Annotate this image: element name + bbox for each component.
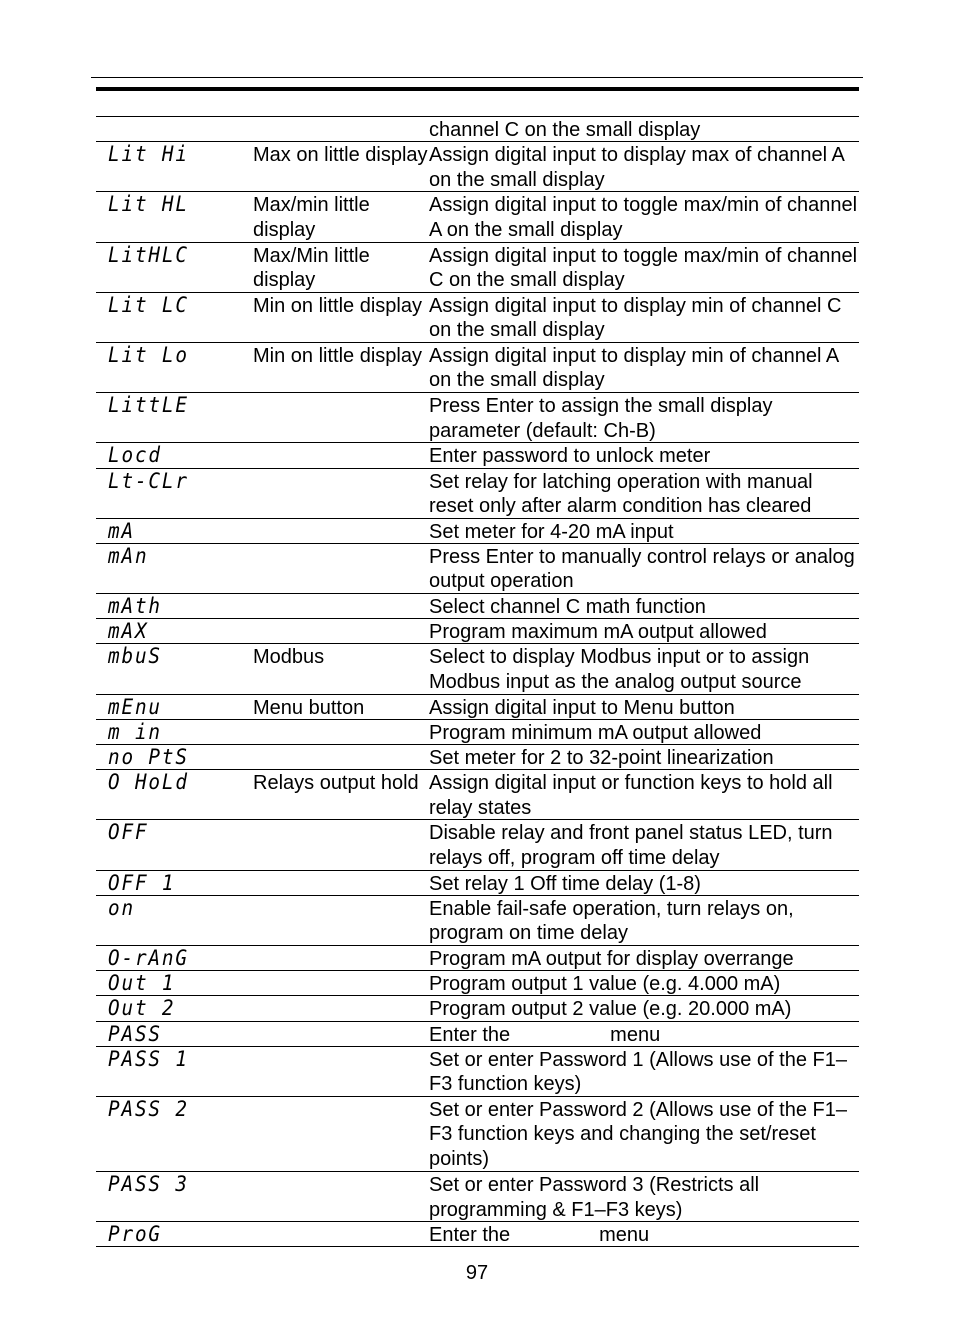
parameter-description	[253, 393, 429, 442]
table-row	[96, 695, 859, 720]
table-row	[96, 343, 859, 393]
action-description: Set or enter Password 2 (Allows use of the F1–F3 function keys and changing the set/reset points)	[429, 1098, 847, 1170]
display-code-cell	[96, 946, 253, 970]
action-description: Enter the menu	[429, 1224, 650, 1247]
table-row	[96, 393, 859, 443]
table-row	[96, 192, 862, 242]
action-description: Set or enter Password 3 (Restricts all programming & F1–F3 keys)	[429, 1174, 765, 1221]
display-code: Lit Lo	[108, 342, 189, 367]
page-number: 97	[465, 1262, 489, 1284]
display-code: Lit LC	[108, 292, 189, 317]
table-row	[96, 443, 859, 468]
display-code: Lit Hi	[108, 142, 189, 167]
action-description: Select channel C math function	[429, 596, 706, 619]
parameter-description	[253, 1047, 429, 1096]
display-code-cell	[96, 896, 253, 945]
display-code: LittLE	[108, 393, 189, 418]
table-row	[96, 720, 859, 745]
action-description: Set relay 1 Off time delay (1-8)	[429, 872, 701, 895]
parameter-description: Menu button	[253, 696, 365, 719]
display-code-cell	[96, 117, 253, 141]
parameter-description	[253, 1022, 429, 1046]
display-code: PASS 2	[108, 1096, 189, 1121]
parameter-description	[253, 594, 429, 618]
parameter-description: Min on little display	[253, 344, 422, 367]
parameter-description	[253, 519, 429, 543]
parameter-description	[253, 469, 429, 518]
parameter-description: Min on little display	[253, 294, 422, 317]
action-description: Select to display Modbus input or to assign Modbus input as the analog output source	[429, 646, 815, 693]
display-code: no PtS	[108, 745, 189, 769]
parameter-description	[253, 117, 429, 141]
table-row	[96, 544, 859, 594]
display-code-cell	[96, 443, 253, 467]
display-code-cell	[96, 820, 253, 869]
parameter-description	[253, 946, 429, 970]
action-description: Press Enter to manually control relays or analog output operation	[429, 545, 861, 593]
action-description: Assign digital input to toggle max/min of channel C on the small display	[429, 244, 863, 292]
parameter-description: Max/Min little display	[253, 244, 370, 292]
parameter-table	[96, 116, 863, 1247]
parameter-description	[253, 443, 429, 467]
display-code: mAX	[108, 619, 149, 644]
table-row	[96, 619, 859, 644]
table-row	[96, 996, 859, 1021]
display-code-cell	[96, 393, 253, 442]
action-description: Program mA output for display overrange	[429, 947, 794, 970]
display-code-cell	[96, 971, 253, 995]
action-description: Assign digital input to display min of channel A on the small display	[429, 344, 844, 392]
parameter-description	[253, 745, 429, 769]
display-code-cell	[96, 1097, 253, 1171]
action-description: Assign digital input to display min of channel C on the small display	[429, 294, 848, 342]
display-code: Out 1	[108, 971, 176, 996]
display-code-cell	[96, 1022, 253, 1046]
display-code-cell	[96, 871, 253, 895]
display-code: mbuS	[108, 644, 162, 669]
header-rule-thin	[91, 77, 863, 78]
table-row	[96, 820, 859, 870]
table-row	[96, 142, 859, 192]
table-row	[96, 770, 859, 820]
display-code-cell	[96, 770, 253, 819]
display-code-cell	[96, 1047, 253, 1096]
display-code: Out 2	[108, 996, 176, 1021]
action-description: Assign digital input or function keys to hold all relay states	[429, 772, 839, 819]
parameter-description: Relays output hold	[253, 772, 419, 795]
action-description: Press Enter to assign the small display parameter (default: Ch-B)	[429, 395, 779, 442]
action-description: Set meter for 2 to 32-point linearization	[429, 747, 774, 769]
display-code: Lit HL	[108, 192, 189, 217]
action-description: channel C on the small display	[429, 119, 701, 141]
action-description: Enter password to unlock meter	[429, 445, 711, 468]
table-row	[96, 1097, 859, 1172]
action-description: Set relay for latching operation with manual reset only after alarm condition has cleared	[429, 470, 819, 517]
display-code: mAth	[108, 594, 162, 619]
action-description: Set or enter Password 1 (Allows use of the F1–F3 function keys)	[429, 1048, 847, 1096]
display-code-cell	[96, 745, 253, 769]
display-code-cell	[96, 594, 253, 618]
display-code: O-rAnG	[108, 945, 189, 970]
action-description: Assign digital input to display max of channel A on the small display	[429, 144, 850, 191]
parameter-description	[253, 1172, 429, 1221]
parameter-description	[253, 1222, 429, 1246]
display-code: on	[108, 895, 135, 920]
display-code: O HoLd	[108, 770, 189, 795]
action-description: Enter the menu	[429, 1023, 661, 1046]
table-row	[96, 946, 859, 971]
display-code-cell	[96, 192, 253, 241]
action-description: Disable relay and front panel status LED, turn relays off, program off time delay	[429, 822, 839, 869]
display-code-cell	[96, 519, 253, 543]
display-code: PASS 3	[108, 1172, 189, 1197]
display-code: Lt-CLr	[108, 468, 189, 493]
parameter-description: Modbus	[253, 646, 325, 669]
display-code-cell	[96, 243, 253, 292]
parameter-description	[253, 971, 429, 995]
display-code-cell	[96, 996, 253, 1020]
action-description: Set meter for 4-20 mA input	[429, 520, 674, 543]
action-description: Program maximum mA output allowed	[429, 621, 767, 644]
display-code-cell	[96, 343, 253, 392]
action-description: Assign digital input to toggle max/min of channel A on the small display	[429, 194, 862, 241]
display-code: LitHLC	[108, 242, 189, 267]
parameter-description	[253, 871, 429, 895]
parameter-description: Max on little display	[253, 144, 428, 167]
parameter-description	[253, 820, 429, 869]
display-code: mEnu	[108, 694, 162, 719]
table-row	[96, 1022, 859, 1047]
table-row	[96, 1047, 859, 1097]
action-description: Program minimum mA output allowed	[429, 721, 762, 744]
table-row	[96, 242, 863, 293]
display-code-cell	[96, 720, 253, 744]
table-row	[96, 871, 859, 896]
parameter-description	[253, 1097, 429, 1171]
display-code: ProG	[108, 1222, 162, 1247]
action-description: Assign digital input to Menu button	[429, 696, 735, 719]
display-code: OFF	[108, 820, 149, 845]
parameter-description	[253, 619, 429, 643]
table-row	[96, 644, 859, 694]
display-code: PASS 1	[108, 1046, 189, 1071]
display-code-cell	[96, 619, 253, 643]
display-code: OFF 1	[108, 870, 176, 895]
display-code: Locd	[108, 443, 162, 468]
display-code-cell	[96, 1172, 253, 1221]
action-description: Program output 1 value (e.g. 4.000 mA)	[429, 973, 781, 996]
display-code-cell	[96, 293, 253, 342]
display-code-cell	[96, 142, 253, 191]
table-row	[96, 293, 859, 343]
action-description: Program output 2 value (e.g. 20.000 mA)	[429, 998, 792, 1021]
table-row	[96, 1172, 859, 1222]
display-code-cell	[96, 544, 253, 593]
display-code: mA	[108, 518, 135, 543]
display-code-cell	[96, 469, 253, 518]
table-row	[96, 117, 859, 142]
parameter-description	[253, 896, 429, 945]
parameter-description	[253, 720, 429, 744]
header-rule-thick	[96, 87, 859, 91]
table-row	[96, 469, 859, 519]
display-code-cell	[96, 1222, 253, 1246]
parameter-description: Max/min little display	[253, 194, 370, 241]
parameter-description	[253, 996, 429, 1020]
table-row	[96, 1222, 859, 1247]
display-code: m in	[108, 719, 162, 744]
display-code-cell	[96, 695, 253, 719]
display-code: PASS	[108, 1021, 162, 1046]
table-row	[96, 745, 859, 770]
display-code-cell	[96, 644, 253, 693]
action-description: Enable fail-safe operation, turn relays on, program on time delay	[429, 897, 800, 945]
table-row	[96, 519, 859, 544]
display-code: mAn	[108, 543, 149, 568]
table-row	[96, 971, 859, 996]
table-row	[96, 594, 859, 619]
parameter-description	[253, 544, 429, 593]
table-row	[96, 896, 859, 946]
